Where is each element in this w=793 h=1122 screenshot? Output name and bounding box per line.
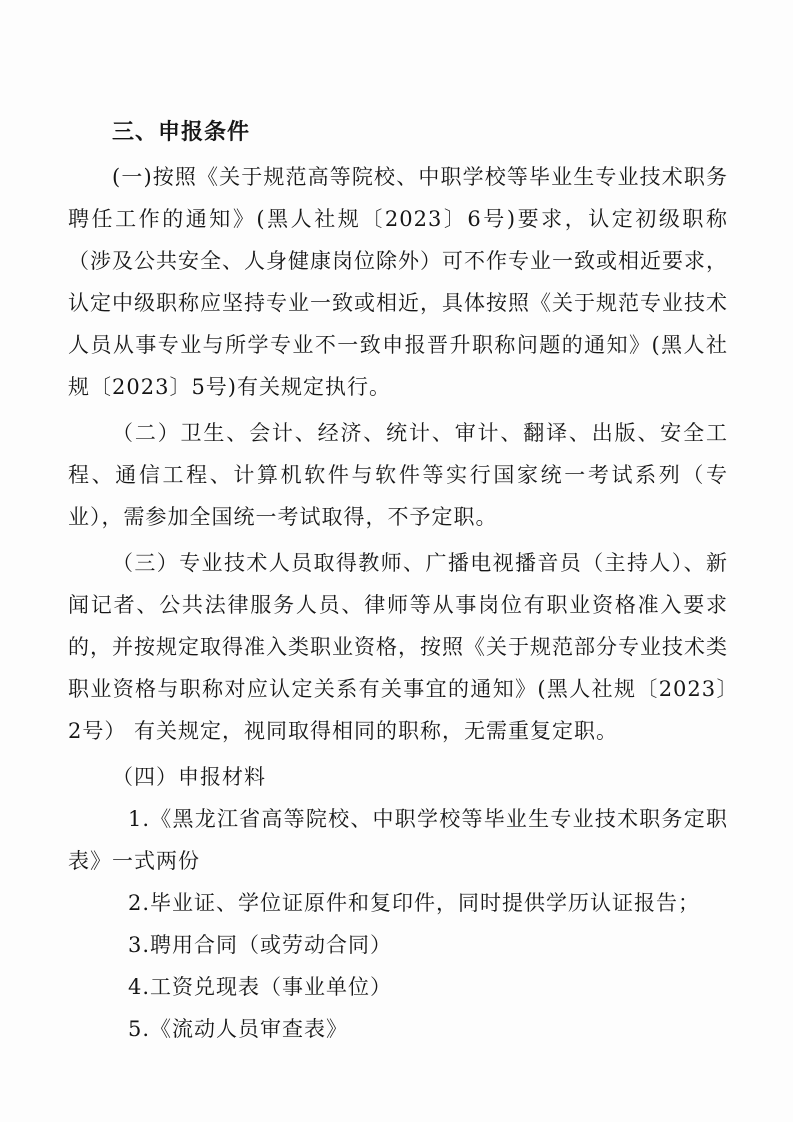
material-item-1: 1.《黑龙江省高等院校、中职学校等毕业生专业技术职务定职表》一式两份 bbox=[68, 807, 728, 873]
section-heading: 三、申报条件 bbox=[112, 119, 251, 145]
material-item-5: 5.《流动人员审查表》 bbox=[128, 1017, 349, 1041]
material-item-2: 2.毕业证、学位证原件和复印件，同时提供学历认证报告； bbox=[128, 891, 701, 915]
material-item-3: 3.聘用合同（或劳动合同） bbox=[128, 933, 393, 957]
material-item-4: 4.工资兑现表（事业单位） bbox=[128, 975, 393, 999]
paragraph-condition-2: （二）卫生、会计、经济、统计、审计、翻译、出版、安全工程、通信工程、计算机软件与软件等实行国家统一考试系列（专业），需参加全国统一考试取得，不予定职。 bbox=[68, 421, 728, 529]
paragraph-condition-3: （三）专业技术人员取得教师、广播电视播音员（主持人）、新闻记者、公共法律服务人员、律师等从事岗位有职业资格准入要求的，并按规定取得准入类职业资格，按照《关于规范部分专业技术类职业资格与职称对应认定关系有关事宜的通知》(黑人社规〔2023〕2号） 有关规定，视同取得相同的职称，无需重复定职。 bbox=[68, 551, 728, 743]
paragraph-materials-heading: （四）申报材料 bbox=[112, 765, 266, 789]
document-body bbox=[68, 110, 728, 1050]
paragraph-condition-1: (一)按照《关于规范高等院校、中职学校等毕业生专业技术职务聘任工作的通知》(黑人社规〔2023〕6号)要求，认定初级职称（涉及公共安全、人身健康岗位除外）可不作专业一致或相近要求，认定中级职称应坚持专业一致或相近，具体按照《关于规范专业技术人员从事专业与所学专业不一致申报晋升职称问题的通知》(黑人社规〔2023〕5号)有关规定执行。 bbox=[68, 165, 728, 399]
